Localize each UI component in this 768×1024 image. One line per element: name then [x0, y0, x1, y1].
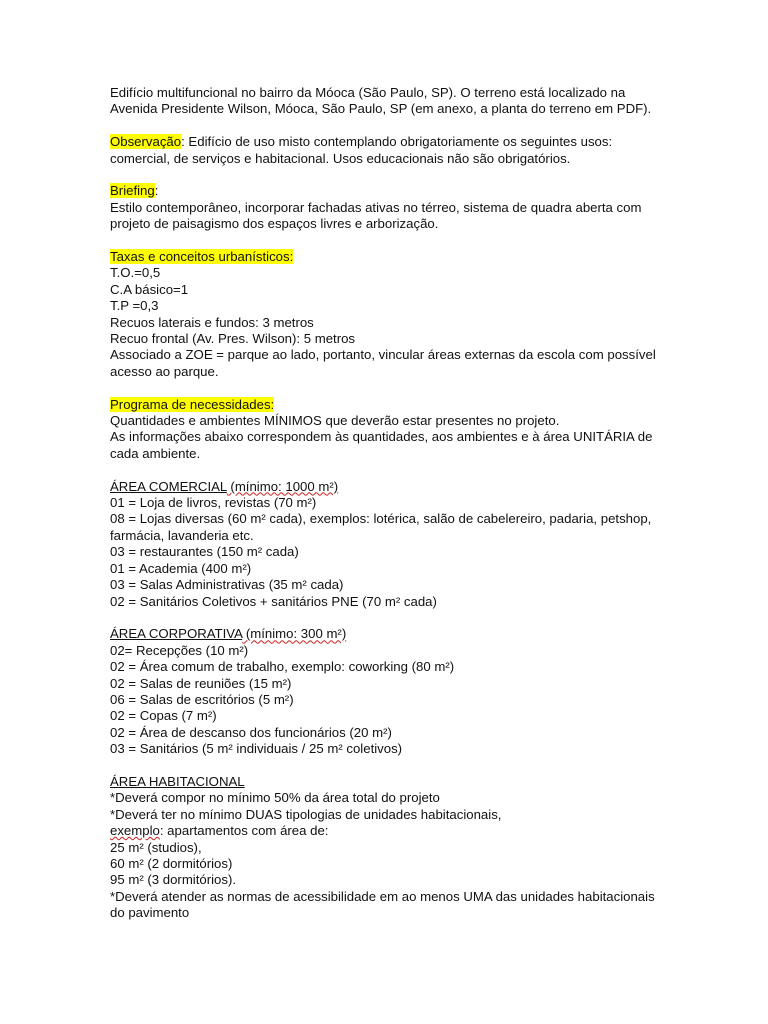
- taxas-line: Recuo frontal (Av. Pres. Wilson): 5 metros: [110, 331, 356, 347]
- habitacional-title: ÁREA HABITACIONAL: [110, 773, 245, 789]
- comercial-item: 08 = Lojas diversas (60 m² cada), exemplos: lotérica, salão de cabelereiro, padaria, petshop,: [110, 511, 652, 527]
- briefing-line: Estilo contemporâneo, incorporar fachadas ativas no térreo, sistema de quadra aberta com: [110, 199, 642, 215]
- corporativa-item: 02 = Área comum de trabalho, exemplo: coworking (80 m²): [110, 659, 455, 675]
- programa-line: Quantidades e ambientes MÍNIMOS que deverão estar presentes no projeto.: [110, 413, 560, 429]
- comercial-item: 03 = Salas Administrativas (35 m² cada): [110, 577, 344, 593]
- programa-label: Programa de necessidades:: [110, 396, 275, 412]
- taxas-line: T.O.=0,5: [110, 265, 161, 281]
- taxas-line: Associado a ZOE = parque ao lado, portanto, vincular áreas externas da escola com possível: [110, 347, 656, 363]
- observacao-line: comercial, de serviços e habitacional. Usos educacionais não são obrigatórios.: [110, 150, 571, 166]
- taxas-line: Recuos laterais e fundos: 3 metros: [110, 314, 314, 330]
- comercial-heading: [110, 479, 670, 495]
- corporativa-item: 02 = Área de descanso dos funcionários (20 m²): [110, 724, 392, 740]
- comercial-item: 02 = Sanitários Coletivos + sanitários PNE (70 m² cada): [110, 593, 437, 609]
- briefing-heading: [110, 183, 670, 199]
- habitacional-line: *Deverá atender as normas de acessibilidade em ao menos UMA das unidades habitacionais: [110, 888, 655, 904]
- corporativa-item: 03 = Sanitários (5 m² individuais / 25 m² coletivos): [110, 741, 403, 757]
- briefing-colon: :: [154, 183, 159, 199]
- habitacional-heading: [110, 774, 670, 790]
- comercial-title: ÁREA COMERCIAL: [110, 478, 227, 494]
- habitacional-line: [110, 823, 670, 839]
- intro-line: Avenida Presidente Wilson, Móoca, São Paulo, SP (em anexo, a planta do terreno em PDF).: [110, 101, 652, 117]
- comercial-item: 01 = Academia (400 m²): [110, 560, 252, 576]
- taxas-line: T.P =0,3: [110, 298, 159, 314]
- corporativa-title: ÁREA CORPORATIVA: [110, 626, 243, 642]
- briefing-line: projeto de paisagismo dos espaços livres e arborização.: [110, 216, 439, 232]
- comercial-item: farmácia, lavanderia etc.: [110, 527, 254, 543]
- habitacional-line: 25 m² (studios),: [110, 839, 202, 855]
- corporativa-item: 02 = Salas de reuniões (15 m²): [110, 675, 292, 691]
- briefing-label: Briefing: [110, 183, 155, 199]
- observacao-line: [110, 134, 670, 150]
- programa-heading: [110, 397, 670, 413]
- observacao-text: : Edifício de uso misto contemplando obrigatoriamente os seguintes usos:: [181, 134, 613, 150]
- corporativa-item: 06 = Salas de escritórios (5 m²): [110, 691, 294, 707]
- habitacional-line: *Deverá compor no mínimo 50% da área total do projeto: [110, 790, 440, 806]
- taxas-heading: [110, 249, 670, 265]
- taxas-label: Taxas e conceitos urbanísticos:: [110, 249, 294, 265]
- corporativa-item: 02= Recepções (10 m²): [110, 642, 249, 658]
- comercial-minimum: (mínimo: 1000 m²): [226, 478, 339, 494]
- comercial-item: 03 = restaurantes (150 m² cada): [110, 544, 299, 560]
- habitacional-line: *Deverá ter no mínimo DUAS tipologias de unidades habitacionais,: [110, 806, 502, 822]
- comercial-item: 01 = Loja de livros, revistas (70 m²): [110, 495, 317, 511]
- corporativa-item: 02 = Copas (7 m²): [110, 708, 217, 724]
- habitacional-line: 95 m² (3 dormitórios).: [110, 872, 237, 888]
- habitacional-line: 60 m² (2 dormitórios): [110, 855, 233, 871]
- corporativa-heading: [110, 626, 670, 642]
- corporativa-minimum: (mínimo: 300 m²): [242, 626, 347, 642]
- habitacional-example-text: : apartamentos com área de:: [159, 823, 329, 839]
- taxas-line: C.A básico=1: [110, 281, 189, 297]
- habitacional-example-word: exemplo: [110, 823, 160, 839]
- document-body: [110, 85, 670, 922]
- habitacional-line: do pavimento: [110, 905, 190, 921]
- taxas-line: acesso ao parque.: [110, 363, 219, 379]
- observacao-label: Observação: [110, 134, 182, 150]
- programa-line: As informações abaixo correspondem às quantidades, aos ambientes e à área UNITÁRIA de: [110, 429, 653, 445]
- intro-line: Edifício multifuncional no bairro da Móoca (São Paulo, SP). O terreno está localizado na: [110, 85, 626, 100]
- programa-line: cada ambiente.: [110, 445, 201, 461]
